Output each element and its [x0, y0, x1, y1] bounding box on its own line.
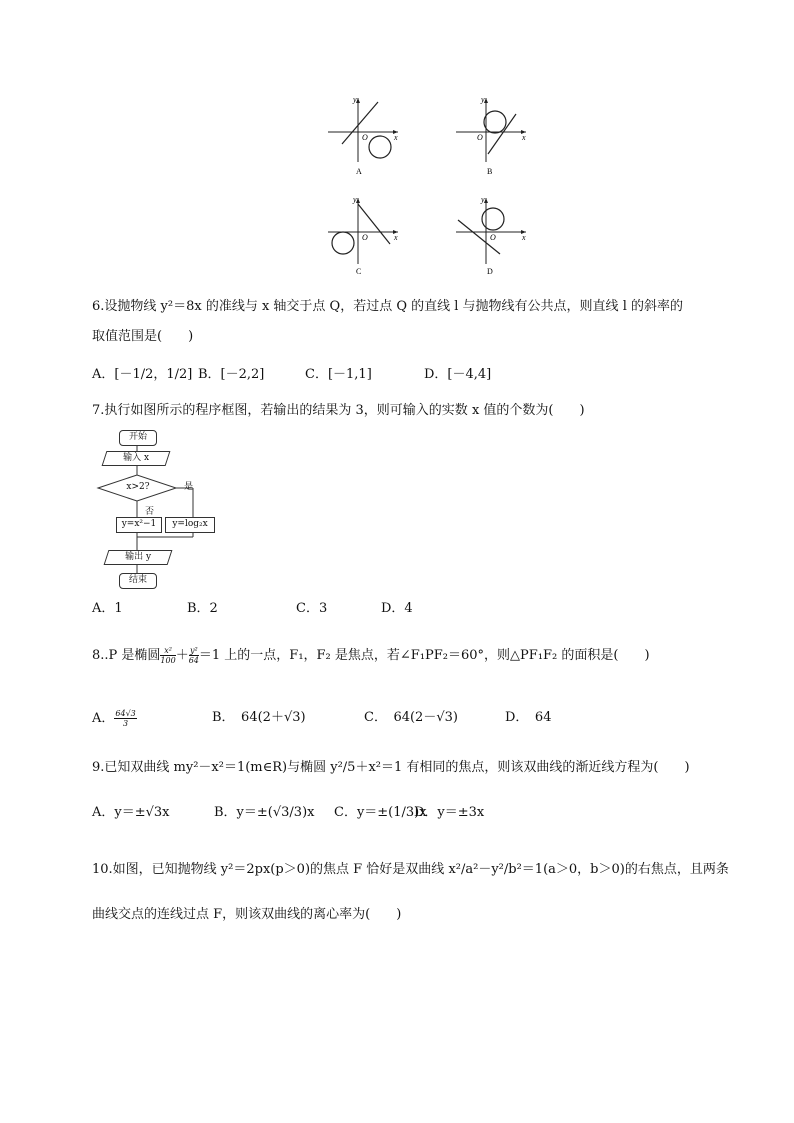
graph-c — [328, 195, 398, 276]
q8-option-c[interactable]: C． 64(2－√3) — [364, 710, 458, 725]
graph-c-y-label: y — [353, 195, 357, 204]
graph-b-label: B — [487, 167, 493, 176]
q8-frac1-num: x² — [160, 646, 175, 656]
graph-a-x-label: x — [394, 133, 398, 142]
q9-option-a[interactable]: A．y＝±√3x — [92, 805, 170, 820]
q7-option-b[interactable]: B．2 — [187, 601, 218, 616]
q10-line1: 10.如图，已知抛物线 y²＝2px(p＞0)的焦点 F 恰好是双曲线 x²/a²－y²/b²＝1(a＞0，b＞0)的右焦点，且两条 — [92, 862, 729, 877]
q6-option-d[interactable]: D．[－4,4] — [424, 367, 492, 382]
flow-end: 结束 — [119, 573, 157, 589]
flow-output — [104, 550, 173, 565]
option-graphs — [320, 92, 540, 282]
q6-line2: 取值范围是( ) — [92, 329, 194, 344]
q8-frac2-num: y² — [189, 646, 198, 655]
q6-option-c[interactable]: C．[－1,1] — [305, 367, 372, 382]
flow-input-label: 输入 x — [123, 453, 150, 463]
flow-start: 开始 — [119, 430, 157, 446]
graph-d-origin: O — [490, 233, 496, 242]
graph-d — [456, 195, 526, 276]
q8-stem — [92, 646, 650, 665]
q8-frac2-den: 64 — [188, 656, 199, 665]
q7-option-c[interactable]: C．3 — [296, 601, 328, 616]
q10-line2: 曲线交点的连线过点 F，则该双曲线的离心率为( ) — [92, 907, 402, 922]
graph-a — [328, 95, 398, 176]
q7-option-d[interactable]: D．4 — [381, 601, 413, 616]
q8-frac2 — [189, 646, 199, 665]
q7-stem: 7.执行如图所示的程序框图，若输出的结果为 3，则可输入的实数 x 值的个数为( ) — [92, 403, 585, 418]
q8-option-a[interactable] — [92, 709, 137, 728]
graph-d-label: D — [487, 267, 493, 276]
q6-line1: 6.设抛物线 y²＝8x 的准线与 x 轴交于点 Q，若过点 Q 的直线 l 与抛物线有公共点，则直线 l 的斜率的 — [92, 299, 683, 314]
q8-option-d[interactable]: D． 64 — [505, 710, 552, 725]
q8-option-b[interactable]: B． 64(2＋√3) — [212, 710, 306, 725]
q8-prefix: 8..P 是椭圆 — [92, 648, 161, 663]
flow-left-box: y=x²−1 — [116, 517, 162, 533]
flow-no-label: 否 — [145, 507, 155, 517]
graph-c-x-label: x — [394, 233, 398, 242]
graph-a-y-label: y — [353, 95, 357, 104]
q8-frac1-den: 100 — [160, 656, 176, 665]
flow-condition: x>2? — [126, 482, 150, 492]
graph-b-origin: O — [477, 133, 483, 142]
q8-option-a-frac — [114, 709, 136, 728]
q9-stem: 9.已知双曲线 my²－x²＝1(m∈R)与椭圆 y²/5＋x²＝1 有相同的焦点，则该双曲线的渐近线方程为( ) — [92, 760, 690, 775]
graph-b-y-label: y — [481, 95, 485, 104]
q8-frac1 — [160, 646, 175, 665]
q8-plus: ＋ — [175, 648, 189, 663]
q7-option-a[interactable]: A．1 — [92, 601, 123, 616]
q6-option-a[interactable]: A．[－1/2，1/2] — [92, 367, 193, 382]
flow-right-box: y=log₂x — [165, 517, 215, 533]
graph-b — [456, 95, 526, 176]
graph-c-origin: O — [362, 233, 368, 242]
graph-b-x-label: x — [522, 133, 526, 142]
graph-a-origin: O — [362, 133, 368, 142]
q8-option-a-letter: A． — [92, 711, 115, 726]
graph-c-label: C — [356, 267, 362, 276]
q9-option-b[interactable]: B．y＝±(√3/3)x — [214, 805, 315, 820]
q9-option-d[interactable]: D．y＝±3x — [414, 805, 485, 820]
flow-output-label: 输出 y — [125, 552, 152, 562]
q9-option-c[interactable]: C．y＝±(1/3)x — [334, 805, 427, 820]
graph-d-y-label: y — [481, 195, 485, 204]
q8-suffix: ＝1 上的一点，F₁，F₂ 是焦点，若∠F₁PF₂＝60°，则△PF₁F₂ 的面积是( ) — [198, 648, 650, 663]
graph-d-x-label: x — [522, 233, 526, 242]
flow-yes-label: 是 — [184, 482, 194, 492]
graph-a-label: A — [356, 167, 362, 176]
flow-input — [102, 451, 171, 466]
q8-option-a-num: 64√3 — [115, 709, 136, 718]
q8-option-a-den: 3 — [123, 719, 129, 728]
q6-option-b[interactable]: B．[－2,2] — [198, 367, 265, 382]
